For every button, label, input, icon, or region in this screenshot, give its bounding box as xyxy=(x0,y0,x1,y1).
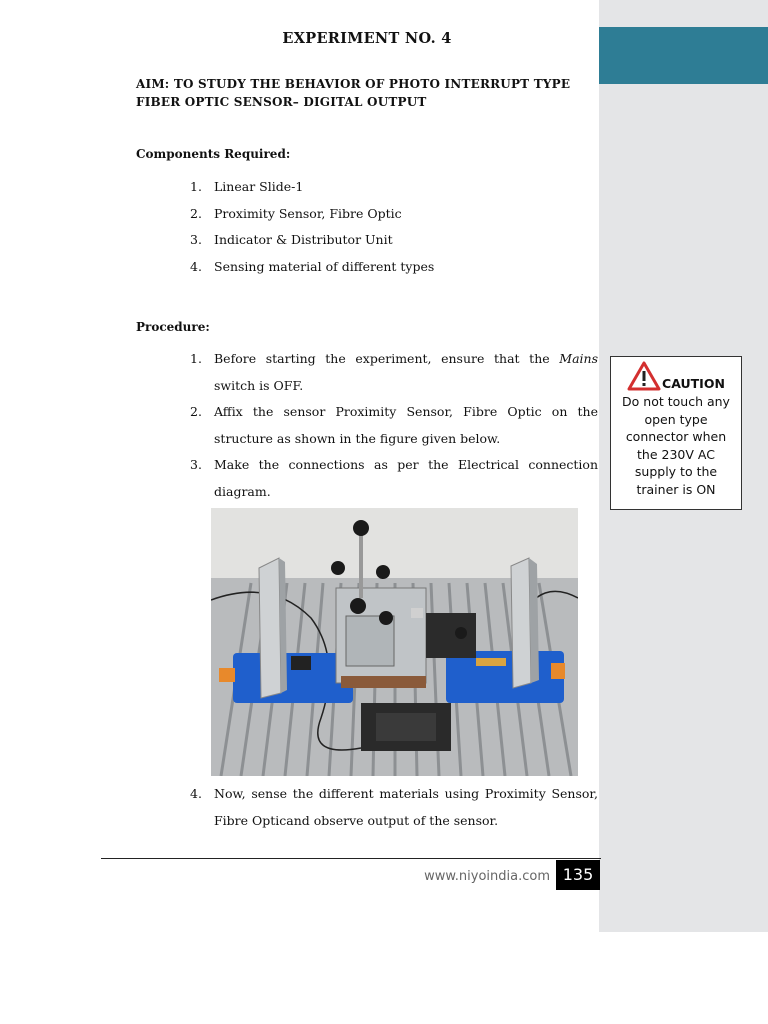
step-number: 1. xyxy=(190,351,202,366)
step-number: 2. xyxy=(190,404,202,419)
step-text-before: Before starting the experiment, ensure that the xyxy=(214,351,560,366)
sidebar-accent-band xyxy=(599,27,768,84)
list-item-text: Proximity Sensor, Fibre Optic xyxy=(214,205,402,221)
caution-text: Do not touch any open type connector when the 230V AC supply to the trainer is ON xyxy=(622,394,730,497)
warning-triangle-icon xyxy=(627,361,661,395)
procedure-step xyxy=(190,346,598,399)
step-text: Affix the sensor Proximity Sensor, Fibre Optic on the structure as shown in the figure given below. xyxy=(214,404,598,446)
list-number: 2. xyxy=(190,205,202,221)
procedure-step xyxy=(190,781,598,834)
list-number: 3. xyxy=(190,232,202,247)
step-text-after: switch is OFF. xyxy=(214,377,304,393)
footer-divider xyxy=(101,858,601,859)
list-item-text: Indicator & Distributor Unit xyxy=(214,232,393,247)
components-heading: Components Required: xyxy=(136,147,291,161)
step-number: 4. xyxy=(190,786,202,801)
website-link[interactable]: www.niyoindia.com xyxy=(424,869,550,884)
caution-box xyxy=(610,356,742,510)
procedure-step xyxy=(190,399,598,452)
step-text-italic: Mains xyxy=(559,351,598,366)
list-item-text: Linear Slide-1 xyxy=(214,179,304,194)
caution-header xyxy=(611,363,741,393)
list-item xyxy=(190,179,598,206)
list-number: 1. xyxy=(190,179,202,194)
experiment-setup-photo xyxy=(211,508,578,776)
step-number: 3. xyxy=(190,457,202,472)
step-text: Now, sense the different materials using Proximity Sensor, Fibre Opticand observe output of the sensor. xyxy=(214,786,598,828)
aim-statement xyxy=(136,75,576,111)
procedure-list-continued xyxy=(190,781,598,834)
aim-line-1: AIM: TO STUDY THE BEHAVIOR OF PHOTO INTERRUPT TYPE xyxy=(136,77,571,91)
page-title: EXPERIMENT NO. 4 xyxy=(282,30,452,47)
procedure-list xyxy=(190,346,598,505)
step-text: Make the connections as per the Electrical connection diagram. xyxy=(214,457,598,499)
aim-line-2: FIBER OPTIC SENSOR– DIGITAL OUTPUT xyxy=(136,95,427,109)
list-item xyxy=(190,232,598,259)
procedure-step xyxy=(190,452,598,505)
list-item xyxy=(190,259,598,286)
caution-label: CAUTION xyxy=(662,375,725,391)
list-item-text: Sensing material of different types xyxy=(214,258,435,274)
page-number: 135 xyxy=(556,860,600,890)
list-number: 4. xyxy=(190,258,202,274)
list-item xyxy=(190,206,598,233)
components-list xyxy=(190,179,598,285)
procedure-heading: Procedure: xyxy=(136,320,210,334)
